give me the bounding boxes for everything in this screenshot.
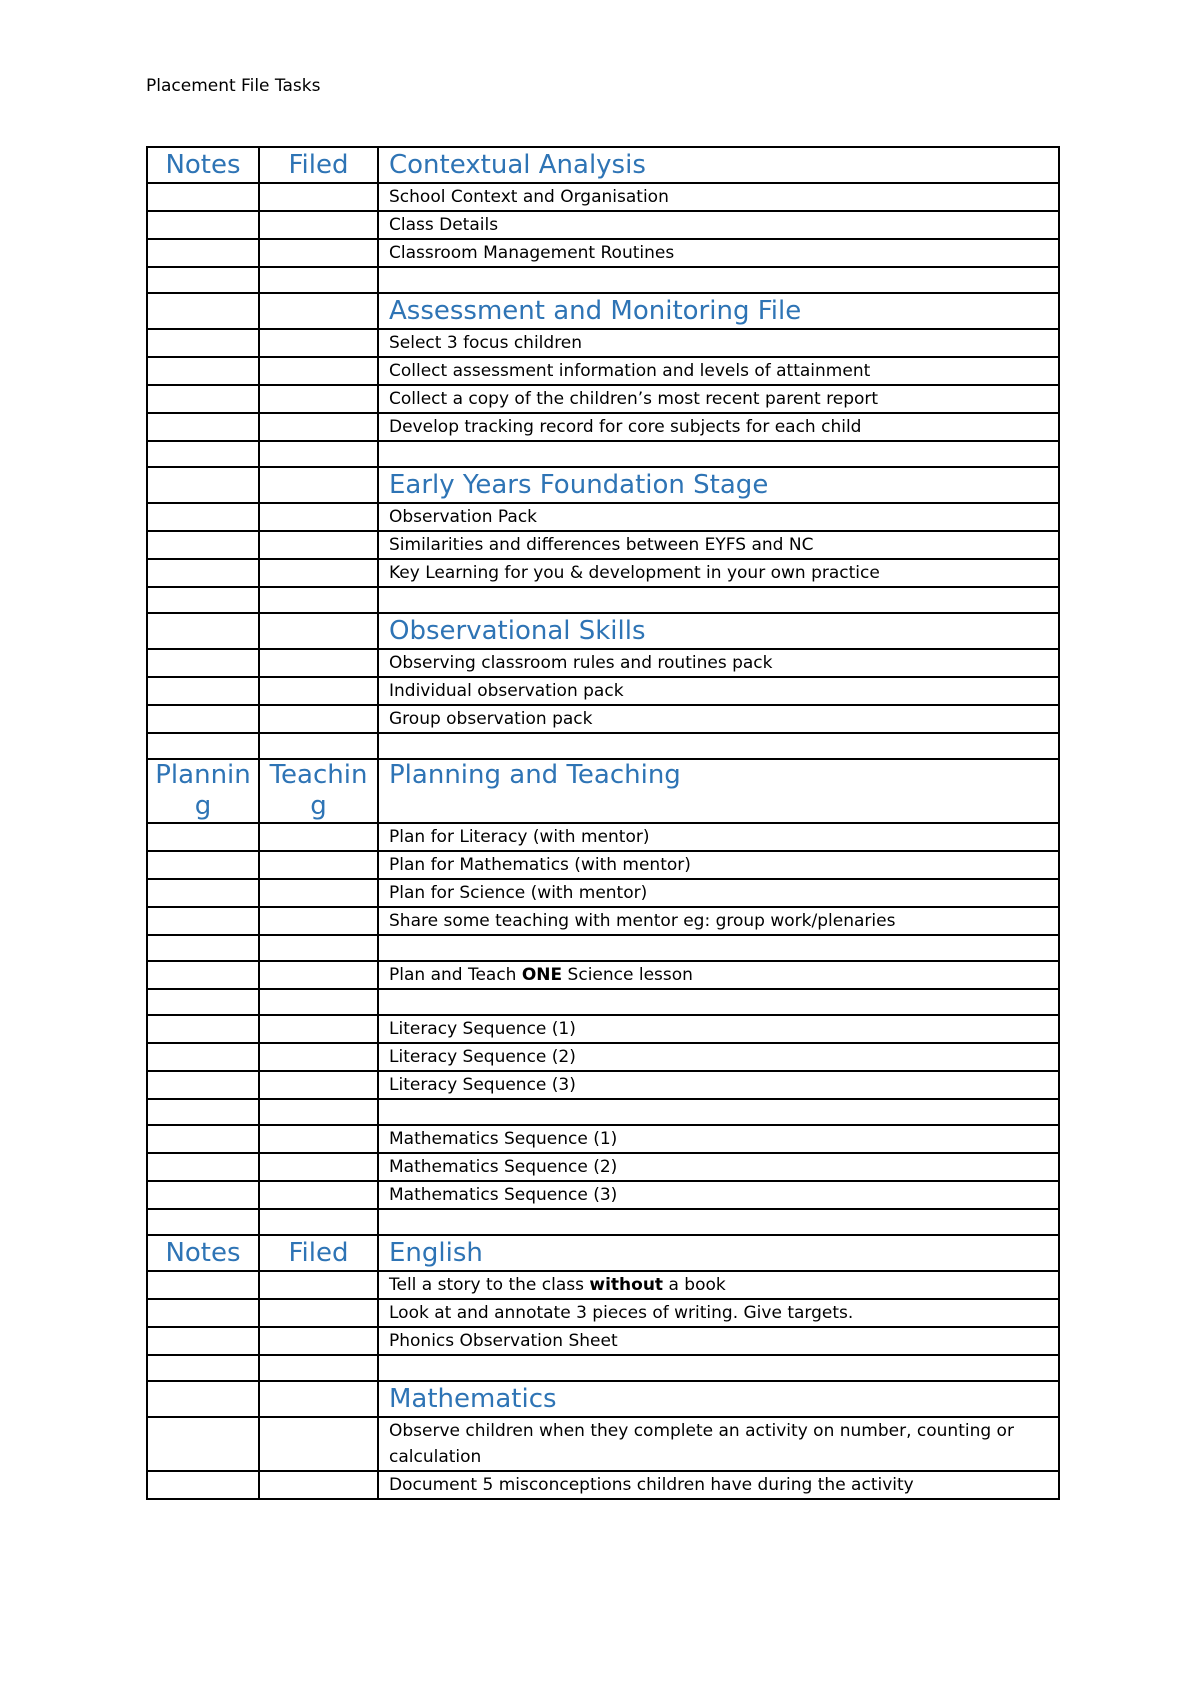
filed-cell[interactable] — [259, 1327, 378, 1355]
task-row — [147, 183, 1059, 211]
filed-cell[interactable] — [259, 823, 378, 851]
filed-cell[interactable] — [259, 1355, 378, 1381]
filed-column-label — [259, 1381, 378, 1417]
filed-cell[interactable] — [259, 1471, 378, 1499]
task-text — [378, 267, 1059, 293]
task-text: Plan for Literacy (with mentor) — [378, 823, 1059, 851]
filed-cell[interactable] — [259, 531, 378, 559]
section-header-row — [147, 1381, 1059, 1417]
notes-cell[interactable] — [147, 559, 259, 587]
filed-cell[interactable] — [259, 1153, 378, 1181]
notes-column-label — [147, 293, 259, 329]
notes-cell[interactable] — [147, 1125, 259, 1153]
filed-cell[interactable] — [259, 1417, 378, 1471]
notes-column-label — [147, 467, 259, 503]
filed-column-label — [259, 467, 378, 503]
task-row — [147, 1471, 1059, 1499]
task-row — [147, 413, 1059, 441]
filed-cell[interactable] — [259, 1271, 378, 1299]
task-row — [147, 677, 1059, 705]
page-title: Placement File Tasks — [146, 76, 321, 96]
task-row — [147, 385, 1059, 413]
notes-cell[interactable] — [147, 823, 259, 851]
notes-cell[interactable] — [147, 413, 259, 441]
notes-column-label: Notes — [147, 1235, 259, 1271]
emphasis: ONE — [521, 965, 563, 985]
notes-column-label — [147, 613, 259, 649]
task-row — [147, 1299, 1059, 1327]
filed-cell[interactable] — [259, 503, 378, 531]
notes-cell[interactable] — [147, 1299, 259, 1327]
task-row — [147, 357, 1059, 385]
notes-cell[interactable] — [147, 851, 259, 879]
notes-cell[interactable] — [147, 503, 259, 531]
notes-cell[interactable] — [147, 329, 259, 357]
task-row — [147, 559, 1059, 587]
task-row — [147, 851, 1059, 879]
task-text: Mathematics Sequence (3) — [378, 1181, 1059, 1209]
filed-cell[interactable] — [259, 935, 378, 961]
notes-cell[interactable] — [147, 1181, 259, 1209]
notes-cell[interactable] — [147, 1209, 259, 1235]
task-text: Tell a story to the class without a book — [378, 1271, 1059, 1299]
blank-row — [147, 1355, 1059, 1381]
notes-cell[interactable] — [147, 935, 259, 961]
filed-cell[interactable] — [259, 1181, 378, 1209]
task-row — [147, 1125, 1059, 1153]
filed-cell[interactable] — [259, 649, 378, 677]
notes-cell[interactable] — [147, 907, 259, 935]
task-text — [378, 733, 1059, 759]
blank-row — [147, 733, 1059, 759]
task-row — [147, 211, 1059, 239]
section-header-row — [147, 1235, 1059, 1271]
task-text: Plan and Teach ONE Science lesson — [378, 961, 1059, 989]
task-text: Share some teaching with mentor eg: group work/plenaries — [378, 907, 1059, 935]
task-text: Key Learning for you & development in your own practice — [378, 559, 1059, 587]
section-header-row — [147, 293, 1059, 329]
task-row — [147, 879, 1059, 907]
filed-cell[interactable] — [259, 1015, 378, 1043]
task-row — [147, 1043, 1059, 1071]
task-text — [378, 1209, 1059, 1235]
notes-cell[interactable] — [147, 1471, 259, 1499]
filed-cell[interactable] — [259, 239, 378, 267]
task-row — [147, 1417, 1059, 1471]
notes-cell[interactable] — [147, 1355, 259, 1381]
notes-cell[interactable] — [147, 239, 259, 267]
filed-column-label: Filed — [259, 147, 378, 183]
notes-cell[interactable] — [147, 1153, 259, 1181]
task-row — [147, 823, 1059, 851]
task-text: Individual observation pack — [378, 677, 1059, 705]
task-text: Select 3 focus children — [378, 329, 1059, 357]
filed-cell[interactable] — [259, 1209, 378, 1235]
task-text — [378, 587, 1059, 613]
task-text: Literacy Sequence (2) — [378, 1043, 1059, 1071]
section-title: Mathematics — [378, 1381, 1059, 1417]
notes-cell[interactable] — [147, 211, 259, 239]
filed-cell[interactable] — [259, 879, 378, 907]
section-title: English — [378, 1235, 1059, 1271]
blank-row — [147, 587, 1059, 613]
filed-cell[interactable] — [259, 733, 378, 759]
filed-cell[interactable] — [259, 961, 378, 989]
notes-cell[interactable] — [147, 677, 259, 705]
blank-row — [147, 1099, 1059, 1125]
notes-cell[interactable] — [147, 705, 259, 733]
notes-cell[interactable] — [147, 1417, 259, 1471]
task-text: Class Details — [378, 211, 1059, 239]
notes-cell[interactable] — [147, 733, 259, 759]
filed-cell[interactable] — [259, 587, 378, 613]
filed-cell[interactable] — [259, 705, 378, 733]
task-text: Collect a copy of the children’s most recent parent report — [378, 385, 1059, 413]
filed-cell[interactable] — [259, 907, 378, 935]
filed-cell[interactable] — [259, 989, 378, 1015]
filed-cell[interactable] — [259, 183, 378, 211]
task-row — [147, 907, 1059, 935]
filed-cell[interactable] — [259, 1125, 378, 1153]
emphasis: without — [589, 1275, 664, 1295]
task-text: Observe children when they complete an activity on number, counting or calculation — [378, 1417, 1059, 1471]
task-row — [147, 649, 1059, 677]
notes-cell[interactable] — [147, 1015, 259, 1043]
task-text — [378, 935, 1059, 961]
task-text: Phonics Observation Sheet — [378, 1327, 1059, 1355]
task-text: Collect assessment information and levels of attainment — [378, 357, 1059, 385]
notes-cell[interactable] — [147, 989, 259, 1015]
filed-column-label — [259, 293, 378, 329]
task-row — [147, 961, 1059, 989]
notes-cell[interactable] — [147, 649, 259, 677]
task-text: Look at and annotate 3 pieces of writing. Give targets. — [378, 1299, 1059, 1327]
filed-column-label: Teaching — [259, 759, 378, 823]
task-text — [378, 441, 1059, 467]
task-text: Document 5 misconceptions children have during the activity — [378, 1471, 1059, 1499]
task-row — [147, 1071, 1059, 1099]
task-text: Mathematics Sequence (1) — [378, 1125, 1059, 1153]
notes-column-label: Notes — [147, 147, 259, 183]
notes-cell[interactable] — [147, 267, 259, 293]
notes-cell[interactable] — [147, 183, 259, 211]
notes-cell[interactable] — [147, 1043, 259, 1071]
task-text: Observation Pack — [378, 503, 1059, 531]
section-title: Early Years Foundation Stage — [378, 467, 1059, 503]
task-text: Literacy Sequence (1) — [378, 1015, 1059, 1043]
section-title: Assessment and Monitoring File — [378, 293, 1059, 329]
task-text: Classroom Management Routines — [378, 239, 1059, 267]
tasks-table — [146, 146, 1060, 1500]
filed-cell[interactable] — [259, 357, 378, 385]
filed-cell[interactable] — [259, 329, 378, 357]
notes-column-label — [147, 1381, 259, 1417]
task-row — [147, 705, 1059, 733]
notes-cell[interactable] — [147, 961, 259, 989]
notes-cell[interactable] — [147, 1271, 259, 1299]
section-header-row — [147, 759, 1059, 823]
notes-cell[interactable] — [147, 1071, 259, 1099]
filed-cell[interactable] — [259, 1071, 378, 1099]
filed-cell[interactable] — [259, 851, 378, 879]
task-text — [378, 989, 1059, 1015]
task-row — [147, 503, 1059, 531]
task-row — [147, 1181, 1059, 1209]
notes-cell[interactable] — [147, 1099, 259, 1125]
task-text — [378, 1355, 1059, 1381]
task-row — [147, 329, 1059, 357]
task-text: Plan for Science (with mentor) — [378, 879, 1059, 907]
task-text: Mathematics Sequence (2) — [378, 1153, 1059, 1181]
notes-cell[interactable] — [147, 531, 259, 559]
filed-cell[interactable] — [259, 677, 378, 705]
section-title: Contextual Analysis — [378, 147, 1059, 183]
blank-row — [147, 441, 1059, 467]
filed-cell[interactable] — [259, 1043, 378, 1071]
filed-cell[interactable] — [259, 413, 378, 441]
filed-cell[interactable] — [259, 441, 378, 467]
filed-cell[interactable] — [259, 1099, 378, 1125]
filed-column-label — [259, 613, 378, 649]
task-row — [147, 239, 1059, 267]
section-title: Observational Skills — [378, 613, 1059, 649]
blank-row — [147, 935, 1059, 961]
filed-cell[interactable] — [259, 211, 378, 239]
task-text: Literacy Sequence (3) — [378, 1071, 1059, 1099]
task-text — [378, 1099, 1059, 1125]
notes-cell[interactable] — [147, 441, 259, 467]
notes-cell[interactable] — [147, 385, 259, 413]
task-row — [147, 1327, 1059, 1355]
notes-cell[interactable] — [147, 879, 259, 907]
notes-cell[interactable] — [147, 587, 259, 613]
filed-cell[interactable] — [259, 385, 378, 413]
task-text: Plan for Mathematics (with mentor) — [378, 851, 1059, 879]
notes-cell[interactable] — [147, 357, 259, 385]
filed-cell[interactable] — [259, 267, 378, 293]
task-row — [147, 1271, 1059, 1299]
blank-row — [147, 267, 1059, 293]
filed-cell[interactable] — [259, 559, 378, 587]
task-row — [147, 1015, 1059, 1043]
section-header-row — [147, 147, 1059, 183]
section-header-row — [147, 467, 1059, 503]
task-row — [147, 1153, 1059, 1181]
task-row — [147, 531, 1059, 559]
task-text: School Context and Organisation — [378, 183, 1059, 211]
task-text: Develop tracking record for core subjects for each child — [378, 413, 1059, 441]
notes-column-label: Planning — [147, 759, 259, 823]
filed-column-label: Filed — [259, 1235, 378, 1271]
blank-row — [147, 989, 1059, 1015]
task-text: Group observation pack — [378, 705, 1059, 733]
section-title: Planning and Teaching — [378, 759, 1059, 823]
task-text: Similarities and differences between EYFS and NC — [378, 531, 1059, 559]
section-header-row — [147, 613, 1059, 649]
blank-row — [147, 1209, 1059, 1235]
filed-cell[interactable] — [259, 1299, 378, 1327]
notes-cell[interactable] — [147, 1327, 259, 1355]
task-text: Observing classroom rules and routines pack — [378, 649, 1059, 677]
